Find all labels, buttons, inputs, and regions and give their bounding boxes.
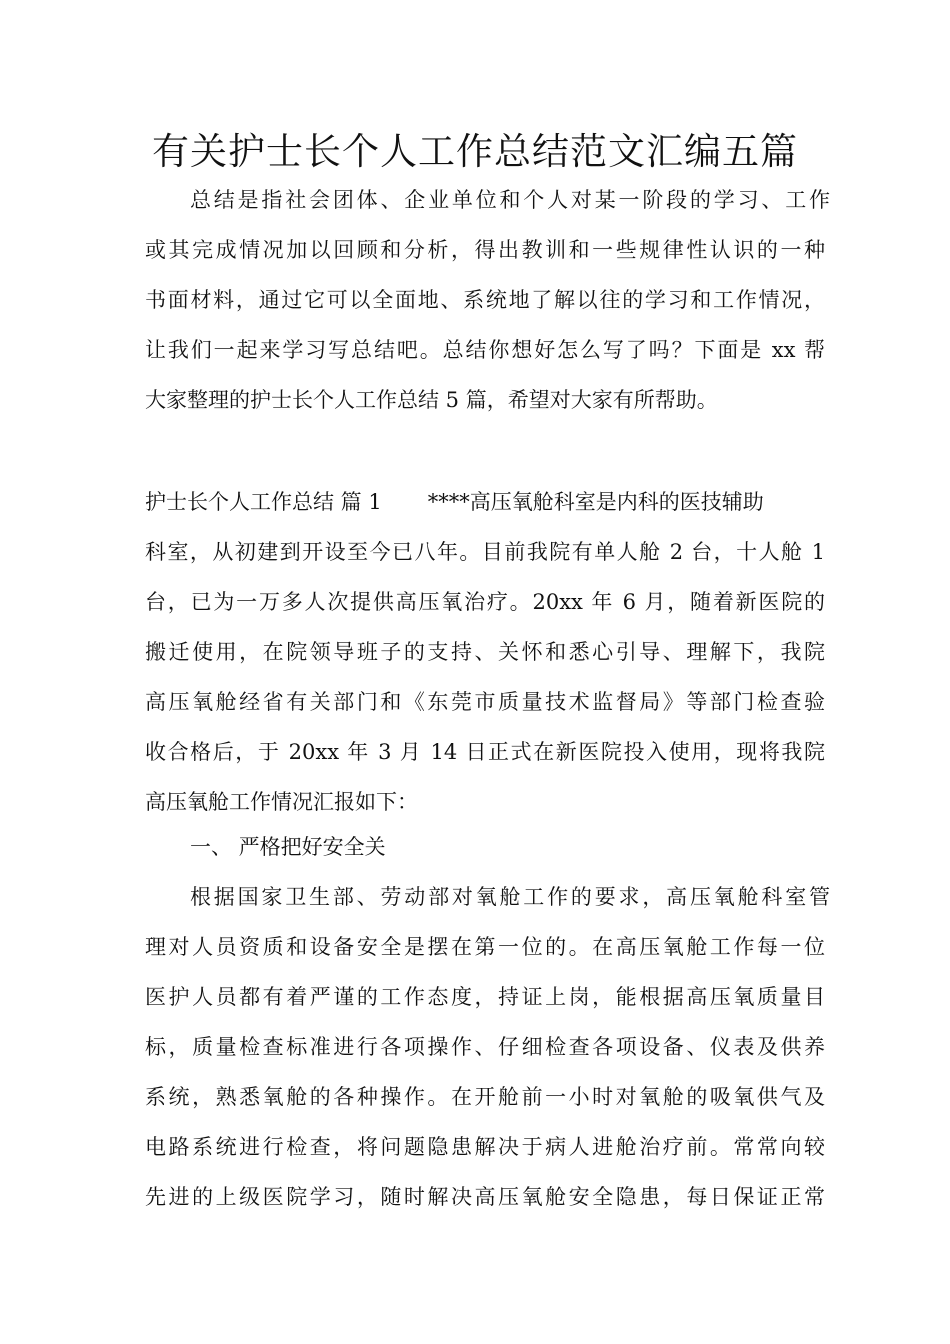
section-first-line-text: ****高压氧舱科室是内科的医技辅助 <box>427 490 764 514</box>
body-line: 高压氧舱工作情况汇报如下： <box>145 790 418 814</box>
body-line: 理对人员资质和设备安全是摆在第一位的。在高压氧舱工作每一位 <box>145 935 825 959</box>
body-line: 系统，熟悉氧舱的各种操作。在开舱前一小时对氧舱的吸氧供气及 <box>145 1085 825 1109</box>
body-line: 根据国家卫生部、劳动部对氧舱工作的要求，高压氧舱科室管 <box>190 885 830 909</box>
intro-line: 总结是指社会团体、企业单位和个人对某一阶段的学习、工作 <box>190 188 830 212</box>
intro-line: 大家整理的护士长个人工作总结 5 篇，希望对大家有所帮助。 <box>145 388 718 412</box>
intro-line: 书面材料，通过它可以全面地、系统地了解以往的学习和工作情况， <box>145 288 825 312</box>
intro-line: 让我们一起来学习写总结吧。总结你想好怎么写了吗？下面是 xx 帮 <box>145 338 825 362</box>
subsection-heading: 一、 严格把好安全关 <box>190 835 386 859</box>
body-line: 电路系统进行检查，将问题隐患解决于病人进舱治疗前。常常向较 <box>145 1135 825 1159</box>
body-line: 高压氧舱经省有关部门和《东莞市质量技术监督局》等部门检查验 <box>145 690 825 714</box>
section-heading: 护士长个人工作总结 篇 1 <box>145 490 382 514</box>
body-line: 先进的上级医院学习，随时解决高压氧舱安全隐患，每日保证正常 <box>145 1185 825 1209</box>
body-line: 医护人员都有着严谨的工作态度，持证上岗，能根据高压氧质量目 <box>145 985 825 1009</box>
section-first-line <box>145 477 825 527</box>
intro-line: 或其完成情况加以回顾和分析，得出教训和一些规律性认识的一种 <box>145 238 825 262</box>
body-line: 收合格后，于 20xx 年 3 月 14 日正式在新医院投入使用，现将我院 <box>145 740 825 764</box>
body-line: 科室，从初建到开设至今已八年。目前我院有单人舱 2 台，十人舱 1 <box>145 540 825 564</box>
document-title: 有关护士长个人工作总结范文汇编五篇 <box>152 130 798 173</box>
body-line: 搬迁使用，在院领导班子的支持、关怀和悉心引导、理解下，我院 <box>145 640 825 664</box>
body-line: 标，质量检查标准进行各项操作、仔细检查各项设备、仪表及供养 <box>145 1035 825 1059</box>
body-line: 台，已为一万多人次提供高压氧治疗。20xx 年 6 月，随着新医院的 <box>145 590 825 614</box>
